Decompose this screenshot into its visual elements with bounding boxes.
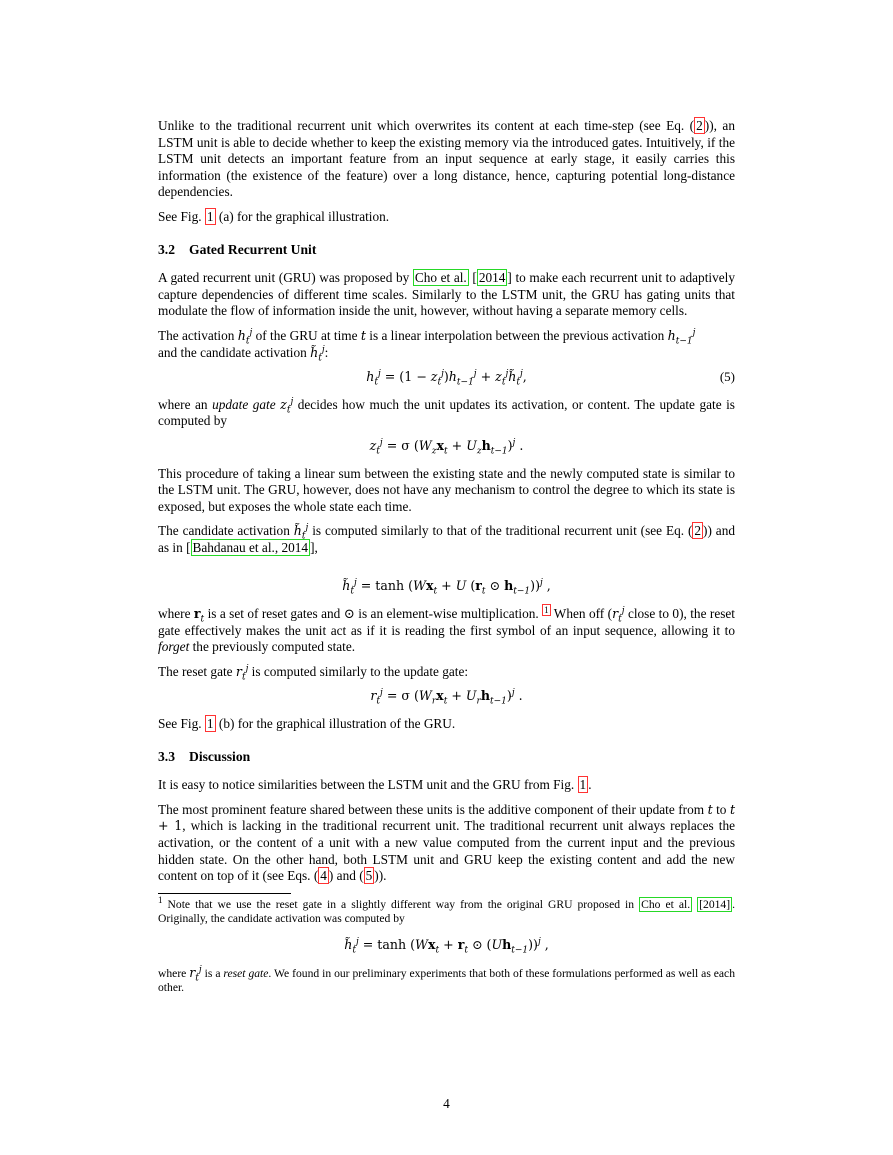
paragraph-reset-gate: The reset gate $r_t^j$ is computed similarly to the update gate: [158, 663, 469, 683]
equation-candidate: $h̃_t^j = \tanh (Wx_t + U$ ($r_t$ ⊙ $h_{t-1}))^j$ , [342, 578, 551, 597]
footnote-citation-cho[interactable]: Cho et al. [641, 897, 691, 911]
eq-ref-2b[interactable]: 2 [694, 523, 702, 539]
paper-page [158, 118, 735, 1001]
fig-ref-1c[interactable]: 1 [579, 777, 587, 793]
fig-ref-1b[interactable]: 1 [206, 716, 214, 732]
equation-5: $h_t^j = (1 - z_t^j)h_{t-1}^j$ + $z_t^jh̃_t^j$, (5) [366, 368, 735, 388]
section-heading-3-2: 3.2 Gated Recurrent Unit [158, 241, 317, 257]
eq-ref-5[interactable]: 5 [365, 868, 373, 884]
citation-cho-year[interactable]: 2014 [478, 270, 506, 286]
eq-ref-2[interactable]: 2 [696, 118, 703, 133]
equation-number: (5) [719, 369, 735, 385]
paragraph-candidate: The candidate activation $h̃_t^j$ is computed similarly to that of the traditional recurrent unit (see Eq. ( 2 )) and as in [ Bahdanau et al., 2014 ], [158, 523, 735, 555]
paragraph-similarities: It is easy to notice similarities between the LSTM unit and the GRU from Fig. 1 . [158, 777, 592, 793]
citation-cho[interactable]: Cho et al. [414, 270, 467, 286]
paragraph-gru-intro: A gated recurrent unit (GRU) was proposed by Cho et al. [ 2014 ] to make each recurrent unit to adaptively capture dependencies of different time scales. Similarly to the LSTM unit, the GRU has gating units that modulate the flow of information inside the unit, however, without having a separate memory cells. [158, 270, 735, 319]
paragraph-fig-ref: See Fig. 1 (a) for the graphical illustration. [158, 208, 390, 224]
paragraph-fig-gru: See Fig. 1 (b) for the graphical illustration of the GRU. [158, 716, 456, 732]
footnote-text: $^1$ Note that we use the reset gate in a slightly different way from the original GRU proposed in Cho et al. [2014] . Originally, the candidate activation was computed by [158, 894, 735, 925]
paragraph-update-gate: where an update gate $z_t^j$ decides how much the unit updates its activation, or content. The update gate is computed by [158, 396, 735, 429]
footnote-text-2: where $r_t^j$ is a reset gate. We found in our preliminary experiments that both of these formulations performed as well as each other. [158, 964, 736, 994]
section-heading-3-3: 3.3 Discussion [158, 748, 251, 764]
footnote-citation-year[interactable]: [2014] [699, 897, 731, 911]
paragraph-procedure: This procedure of taking a linear sum between the existing state and the newly computed state is similar to the LSTM unit. The GRU, however, does not have any mechanism to control the degree to which its state is exposed, but exposes the whole state each time. [158, 465, 735, 514]
eq-ref-4[interactable]: 4 [320, 868, 327, 884]
footnote-number: 1 [158, 894, 163, 905]
footnote-mark[interactable]: 1 [544, 604, 549, 615]
equation-update-gate: $z_t^j = \sigma$ $(W_zx_t + U_zh_{t-1})^j$ . [369, 437, 524, 457]
fig-ref-1[interactable]: 1 [206, 208, 214, 224]
paragraph-activation: The activation $h_t^j$ of the GRU at time t is a linear interpolation between the previous activation $h_{t-1}^j$ and the candidate activation $h̃_t^j$: [158, 327, 696, 364]
paragraph-lstm-memory: Unlike to the traditional recurrent unit which overwrites its content at each time-step (see Eq. ( 2 )), an LSTM unit is able to decide whether to keep the existing memory via the introduced gates. Intuitively, if the LSTM unit detects an important feature from an input sequence at early stage, it easily carries this information (the existence of the feature) over a long distance, hence, capturing potential long-distance dependencies. [158, 118, 735, 200]
page-number: 4 [443, 1096, 450, 1111]
footnote-divider [158, 893, 291, 894]
equation-reset-gate: $r_t^j = \sigma$ $(W_rx_t + U_rh_{t-1})^j$ . [370, 688, 523, 707]
citation-bahdanau[interactable]: Bahdanau et al., 2014 [192, 539, 309, 555]
footnote-equation: $h̃_t^j = \tanh (Wx_t + r_t$ ⊙ $(Uh_{t-1}))^j$ , [344, 936, 549, 956]
footnote [158, 894, 736, 995]
paragraph-reset: where $r_t$ is a set of reset gates and ⊙ is an element-wise multiplication. $^1$ When off ($r_t^j$ close to 0), the reset gate effectively makes the unit act as if it is reading the first symbol of an input sequence, allowing it to forget the previously computed state. [158, 604, 735, 655]
paragraph-additive: The most prominent feature shared between these units is the additive component of their update from t to t + 1, which is lacking in the traditional recurrent unit. The traditional recurrent unit always replaces the activation, or the content of a unit with a new value computed from the current input and the previous hidden state. On the other hand, both LSTM unit and GRU keep the existing content and add the new content on top of it (see Eqs. ( 4 ) and ( 5 )). [158, 801, 735, 884]
